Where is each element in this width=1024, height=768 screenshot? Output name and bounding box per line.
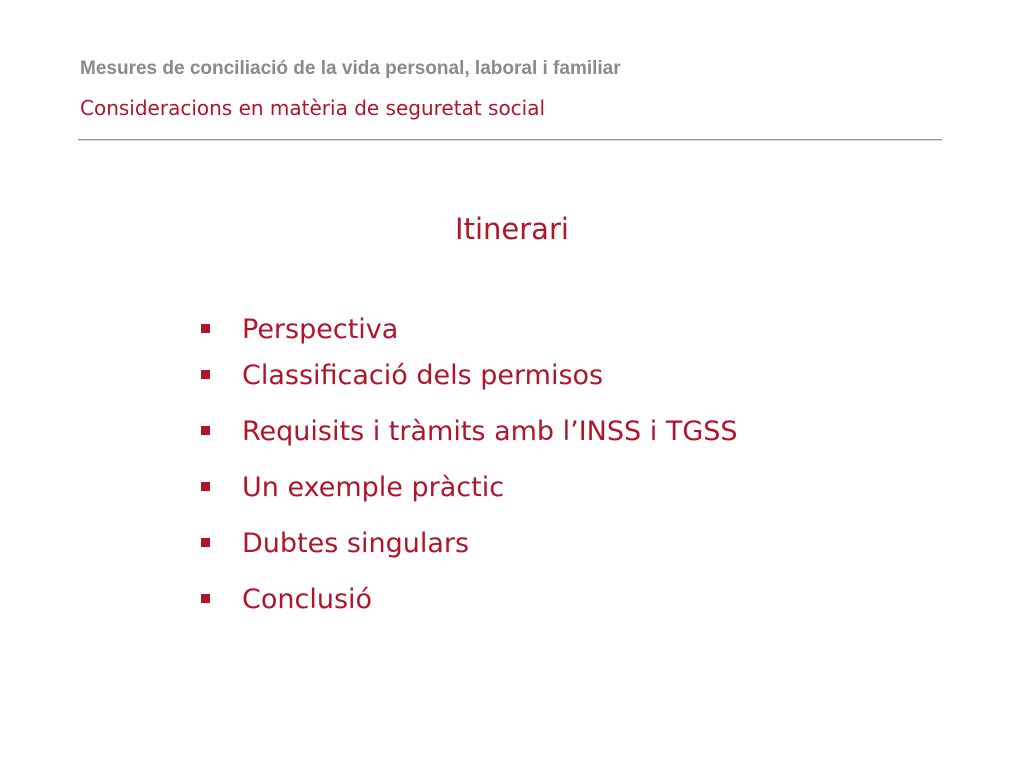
square-bullet-icon — [201, 594, 210, 603]
header-title: Mesures de conciliació de la vida personal, laboral i familiar — [80, 58, 621, 79]
square-bullet-icon — [201, 370, 210, 379]
agenda-item-label: Un exemple pràctic — [242, 472, 505, 503]
agenda-item-label: Dubtes singulars — [242, 528, 470, 559]
slide-heading: Itinerari — [455, 212, 569, 246]
square-bullet-icon — [201, 324, 210, 333]
square-bullet-icon — [201, 482, 210, 491]
header-subtitle: Consideracions en matèria de seguretat social — [80, 96, 546, 120]
agenda-item-label: Perspectiva — [242, 314, 399, 345]
square-bullet-icon — [201, 426, 210, 435]
agenda-item-label: Conclusió — [242, 584, 373, 615]
header-divider — [78, 139, 942, 141]
square-bullet-icon — [201, 538, 210, 547]
agenda-item-label: Requisits i tràmits amb l’INSS i TGSS — [242, 416, 738, 447]
agenda-item-label: Classificació dels permisos — [242, 360, 604, 391]
